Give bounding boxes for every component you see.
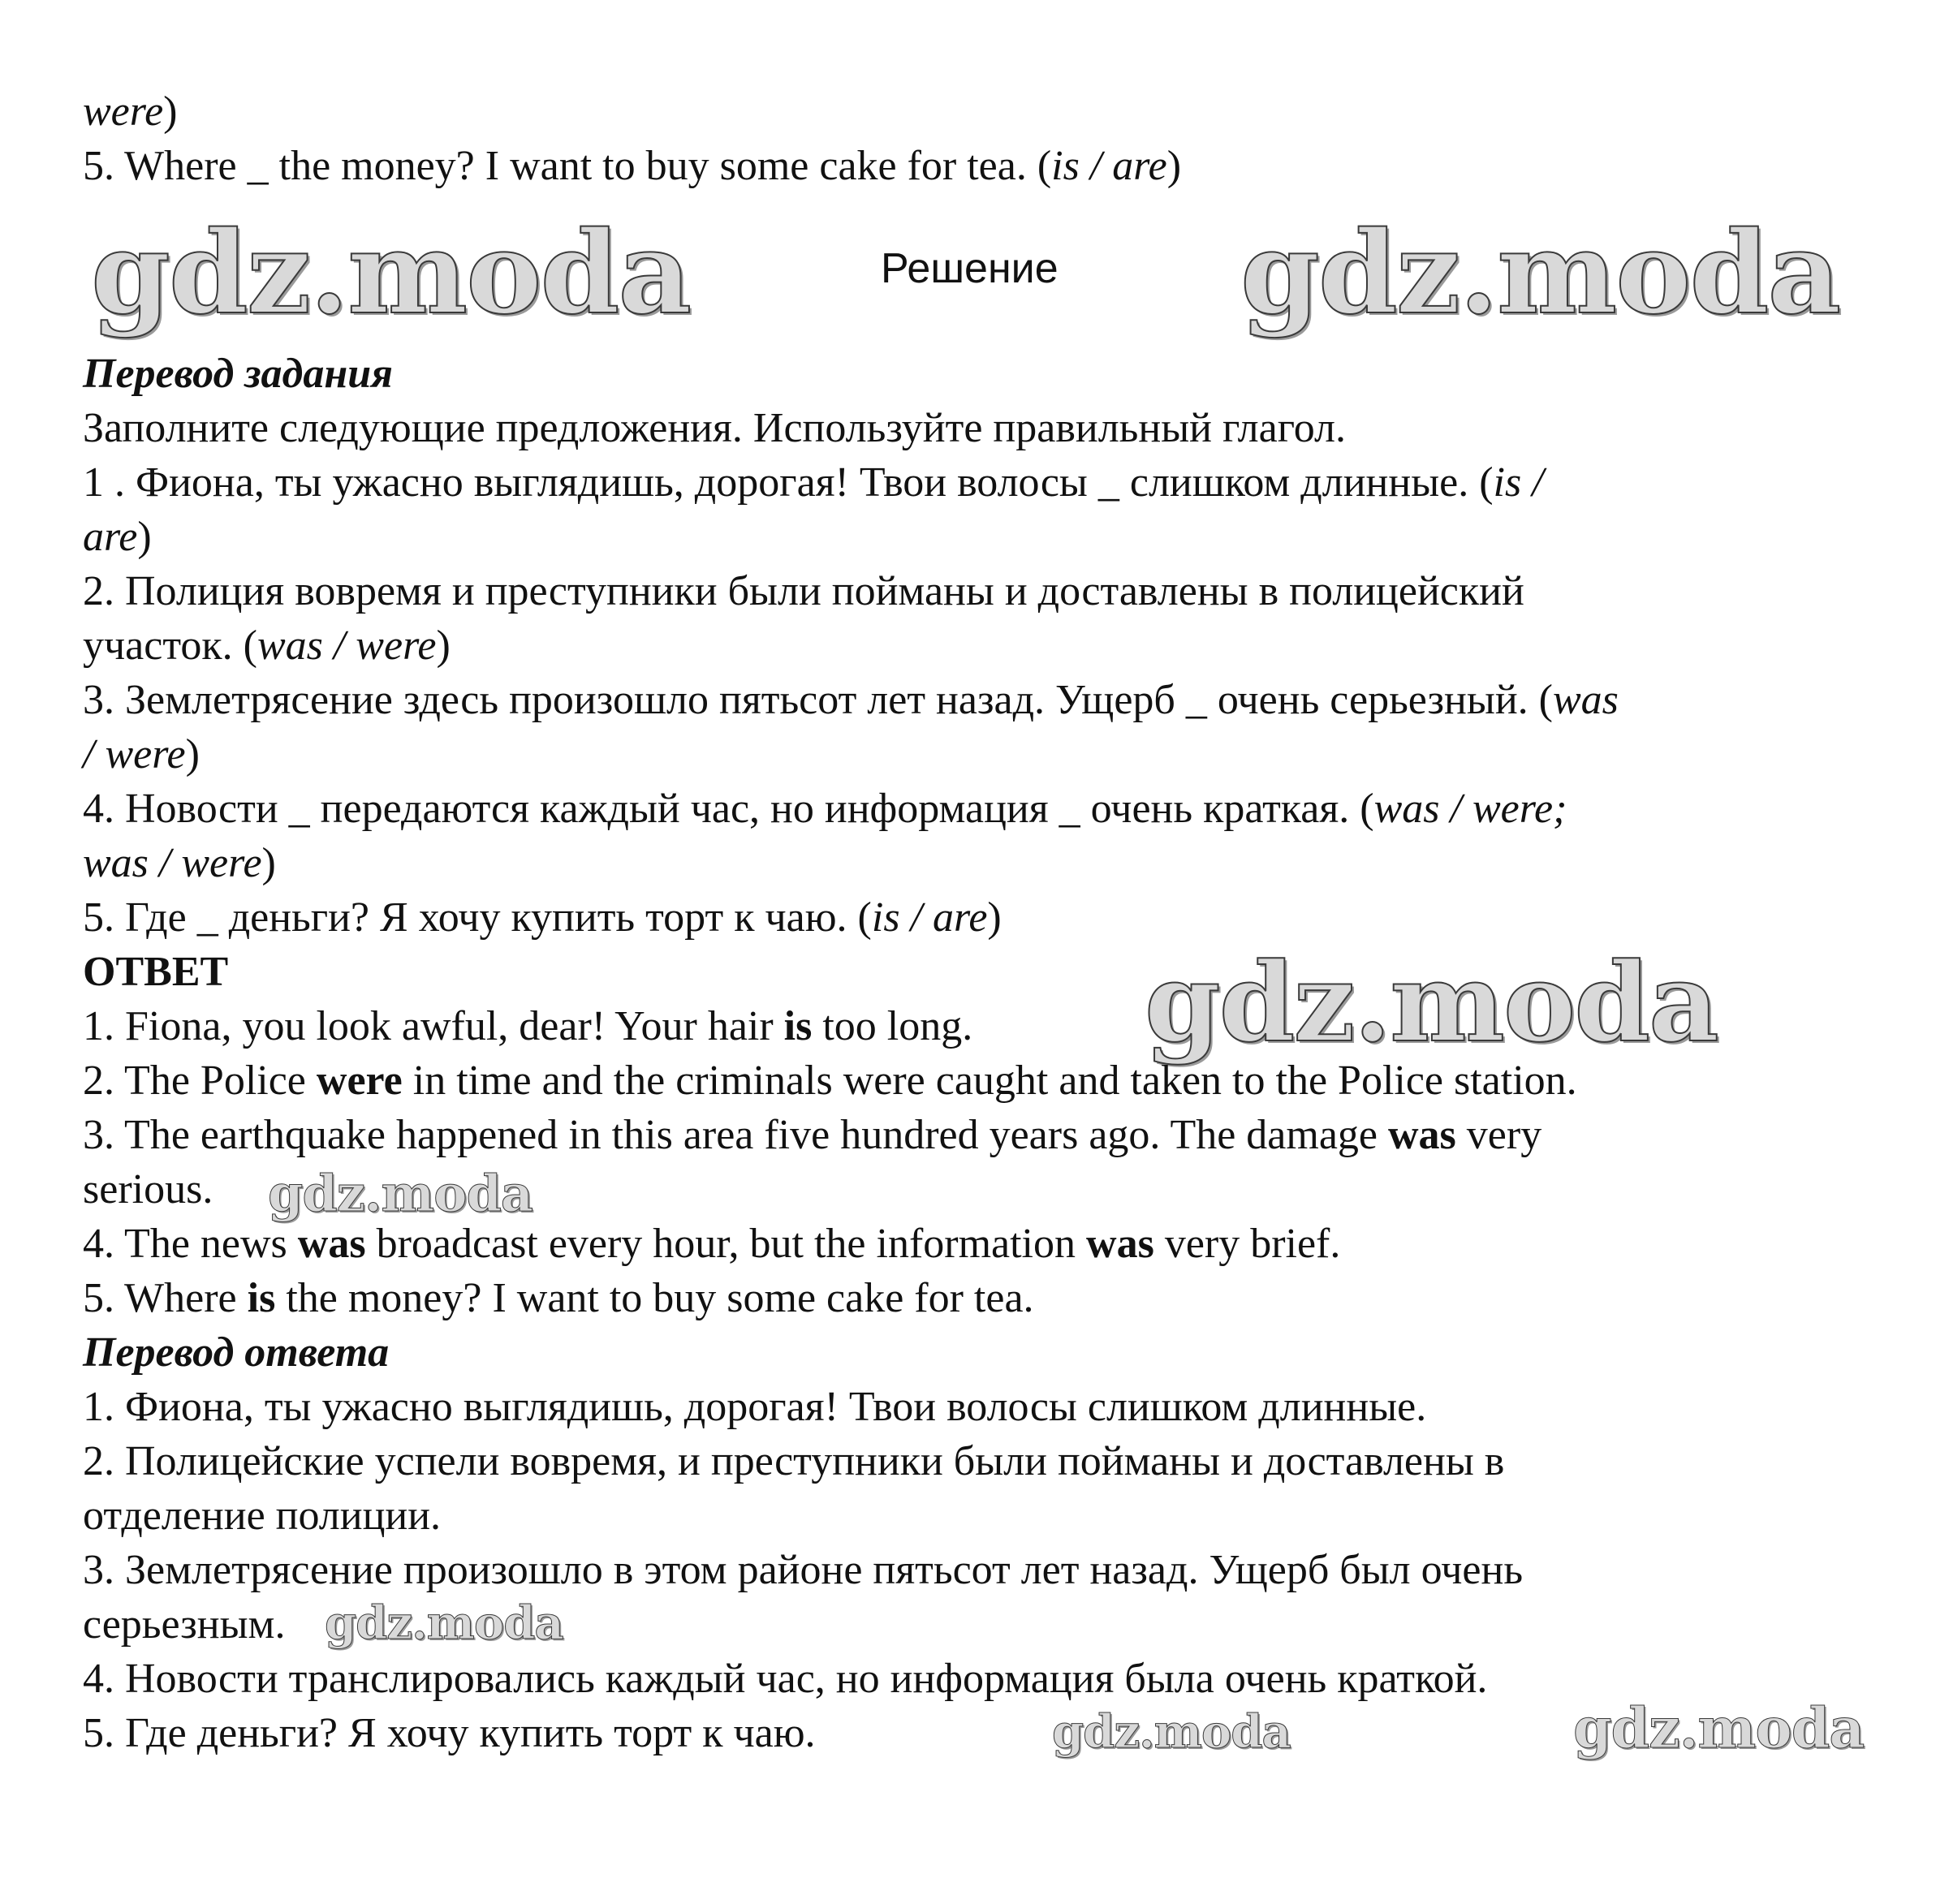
watermark-logo: gdz.moda <box>1573 1696 1865 1761</box>
task-item-1: 1 . Фиона, ты ужасно выглядишь, дорогая! Твои волосы _ слишком длинные. (is / <box>83 459 1544 506</box>
task-item-2: 2. Полиция вовремя и преступники были пойманы и доставлены в полицейский <box>83 568 1524 614</box>
answer-item-5: 5. Where is the money? I want to buy some cake for tea. <box>83 1275 1034 1321</box>
watermark-logo: gdz.moda <box>91 207 691 340</box>
watermark-logo: gdz.moda <box>1145 938 1718 1066</box>
answer-heading: ОТВЕТ <box>83 949 229 995</box>
answer-translation-2: 2. Полицейские успели вовремя, и преступники были пойманы и доставлены в <box>83 1438 1505 1484</box>
watermark-logo: gdz.moda <box>325 1596 563 1650</box>
answer-translation-2-cont: отделение полиции. <box>83 1493 442 1539</box>
answer-translation-1: 1. Фиона, ты ужасно выглядишь, дорогая! Твои волосы слишком длинные. <box>83 1384 1427 1430</box>
task-item-4-cont: was / were) <box>83 840 276 886</box>
answer-translation-3-cont: серьезным. <box>83 1601 286 1648</box>
answer-item-3: 3. The earthquake happened in this area five hundred years ago. The damage was very <box>83 1112 1542 1158</box>
watermark-logo: gdz.moda <box>1240 207 1840 340</box>
answer-translation-3: 3. Землетрясение произошло в этом районе пятьсот лет назад. Ущерб был очень <box>83 1547 1524 1593</box>
task-item-5: 5. Где _ деньги? Я хочу купить торт к чаю. (is / are) <box>83 894 1002 941</box>
task-item-3: 3. Землетрясение здесь произошло пятьсот лет назад. Ущерб _ очень серьезный. (was <box>83 677 1619 723</box>
answer-item-2: 2. The Police were in time and the criminals were caught and taken to the Police station. <box>83 1058 1577 1104</box>
exercise-item-5: 5. Where _ the money? I want to buy some cake for tea. (is / are) <box>83 143 1182 189</box>
answer-translation-heading: Перевод ответа <box>83 1329 390 1376</box>
watermark-logo: gdz.moda <box>268 1164 533 1223</box>
task-instruction: Заполните следующие предложения. Используйте правильный глагол. <box>83 405 1346 451</box>
task-item-1-cont: are) <box>83 514 152 560</box>
task-translation-heading: Перевод задания <box>83 351 393 397</box>
task-item-4: 4. Новости _ передаются каждый час, но информация _ очень краткая. (was / were; <box>83 786 1567 832</box>
answer-item-3-cont: serious. <box>83 1166 213 1213</box>
answer-item-1: 1. Fiona, you look awful, dear! Your hair is too long. <box>83 1003 973 1049</box>
watermark-logo: gdz.moda <box>1052 1705 1291 1759</box>
task-item-3-cont: / were) <box>83 731 200 778</box>
answer-translation-5: 5. Где деньги? Я хочу купить торт к чаю. <box>83 1710 816 1756</box>
answer-item-4: 4. The news was broadcast every hour, but the information was very brief. <box>83 1221 1341 1267</box>
solution-label: Решение <box>881 245 1059 292</box>
previous-item-ending: were) <box>83 88 178 135</box>
task-item-2-cont: участок. (was / were) <box>83 622 451 669</box>
answer-translation-4: 4. Новости транслировались каждый час, но информация была очень краткой. <box>83 1656 1488 1702</box>
